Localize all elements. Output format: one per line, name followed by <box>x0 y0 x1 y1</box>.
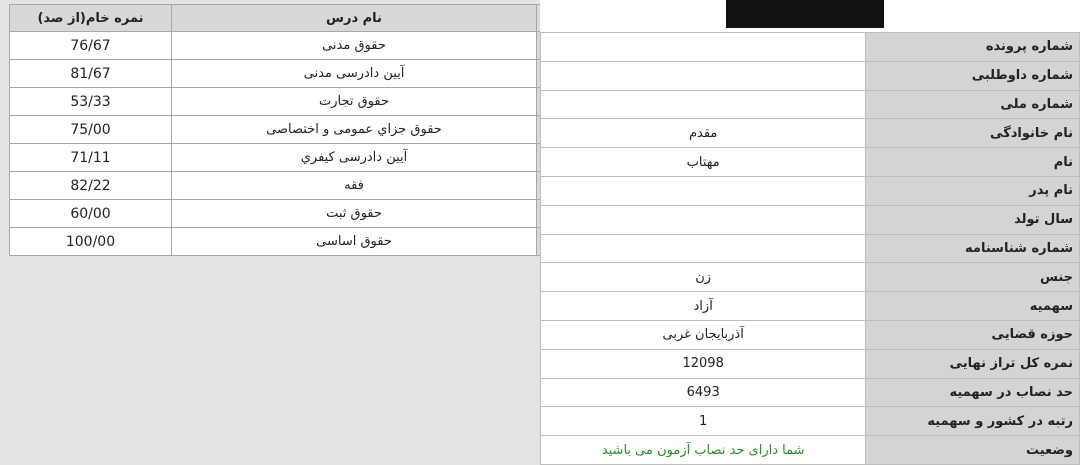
profile-row-quota-threshold <box>541 378 1080 407</box>
profile-value <box>541 234 866 263</box>
profile-label: نمره کل تراز نهایی <box>866 349 1080 378</box>
course-score: 76/67 <box>10 32 172 60</box>
profile-value: 12098 <box>541 349 866 378</box>
header-course-name: نام درس <box>172 5 537 32</box>
profile-row-judicial-district <box>541 320 1080 349</box>
course-score: 75/00 <box>10 116 172 144</box>
profile-row-last-name <box>541 119 1080 148</box>
profile-label: نام <box>866 148 1080 177</box>
course-name: آیین دادرسی کیفري <box>172 144 537 172</box>
profile-value: مقدم <box>541 119 866 148</box>
course-name: فقه <box>172 172 537 200</box>
profile-label: نام پدر <box>866 176 1080 205</box>
course-score: 82/22 <box>10 172 172 200</box>
profile-value: آذربایجان غربی <box>541 320 866 349</box>
profile-value: 1 <box>541 407 866 436</box>
profile-value: زن <box>541 263 866 292</box>
profile-label: شماره ملی <box>866 90 1080 119</box>
course-score: 100/00 <box>10 228 172 256</box>
profile-row-father-name <box>541 176 1080 205</box>
profile-value <box>541 61 866 90</box>
profile-row-national-id <box>541 90 1080 119</box>
status-message: شما دارای حد نصاب آزمون می باشید <box>541 436 866 465</box>
profile-label: سهمیه <box>866 292 1080 321</box>
profile-table <box>540 32 1080 465</box>
profile-value <box>541 33 866 62</box>
scores-header-row <box>10 5 601 32</box>
table-row <box>10 144 601 172</box>
profile-value <box>541 90 866 119</box>
profile-row-candidate-number <box>541 61 1080 90</box>
course-name: حقوق مدنی <box>172 32 537 60</box>
profile-label: سال تولد <box>866 205 1080 234</box>
profile-label: شماره پرونده <box>866 33 1080 62</box>
course-name: حقوق تجارت <box>172 88 537 116</box>
profile-label: رتبه در کشور و سهمیه <box>866 407 1080 436</box>
table-row <box>10 116 601 144</box>
table-row <box>10 200 601 228</box>
course-score: 60/00 <box>10 200 172 228</box>
profile-row-first-name <box>541 148 1080 177</box>
profile-label: جنس <box>866 263 1080 292</box>
course-name: آیین دادرسی مدنی <box>172 60 537 88</box>
profile-row-id-card-number <box>541 234 1080 263</box>
profile-label: حوزه قضایی <box>866 320 1080 349</box>
course-name: حقوق اساسی <box>172 228 537 256</box>
profile-value: آزاد <box>541 292 866 321</box>
profile-row-birth-year <box>541 205 1080 234</box>
table-row <box>10 88 601 116</box>
profile-row-gender <box>541 263 1080 292</box>
profile-row-file-number <box>541 33 1080 62</box>
profile-label: وضعیت <box>866 436 1080 465</box>
profile-label: نام خانوادگی <box>866 119 1080 148</box>
table-row <box>10 60 601 88</box>
header-score: نمره خام(از صد) <box>10 5 172 32</box>
redacted-block <box>726 0 884 28</box>
course-name: حقوق ثبت <box>172 200 537 228</box>
profile-row-status <box>541 436 1080 465</box>
profile-label: حد نصاب در سهمیه <box>866 378 1080 407</box>
profile-row-total-score <box>541 349 1080 378</box>
table-row <box>10 172 601 200</box>
course-name: حقوق جزاي عمومی و اختصاصی <box>172 116 537 144</box>
profile-row-quota <box>541 292 1080 321</box>
course-score: 81/67 <box>10 60 172 88</box>
scores-table <box>9 4 601 256</box>
course-score: 71/11 <box>10 144 172 172</box>
table-row <box>10 32 601 60</box>
profile-value <box>541 205 866 234</box>
course-score: 53/33 <box>10 88 172 116</box>
table-row <box>10 228 601 256</box>
profile-label: شماره داوطلبی <box>866 61 1080 90</box>
profile-value: مهتاب <box>541 148 866 177</box>
profile-value: 6493 <box>541 378 866 407</box>
profile-row-rank <box>541 407 1080 436</box>
profile-label: شماره شناسنامه <box>866 234 1080 263</box>
profile-value <box>541 176 866 205</box>
